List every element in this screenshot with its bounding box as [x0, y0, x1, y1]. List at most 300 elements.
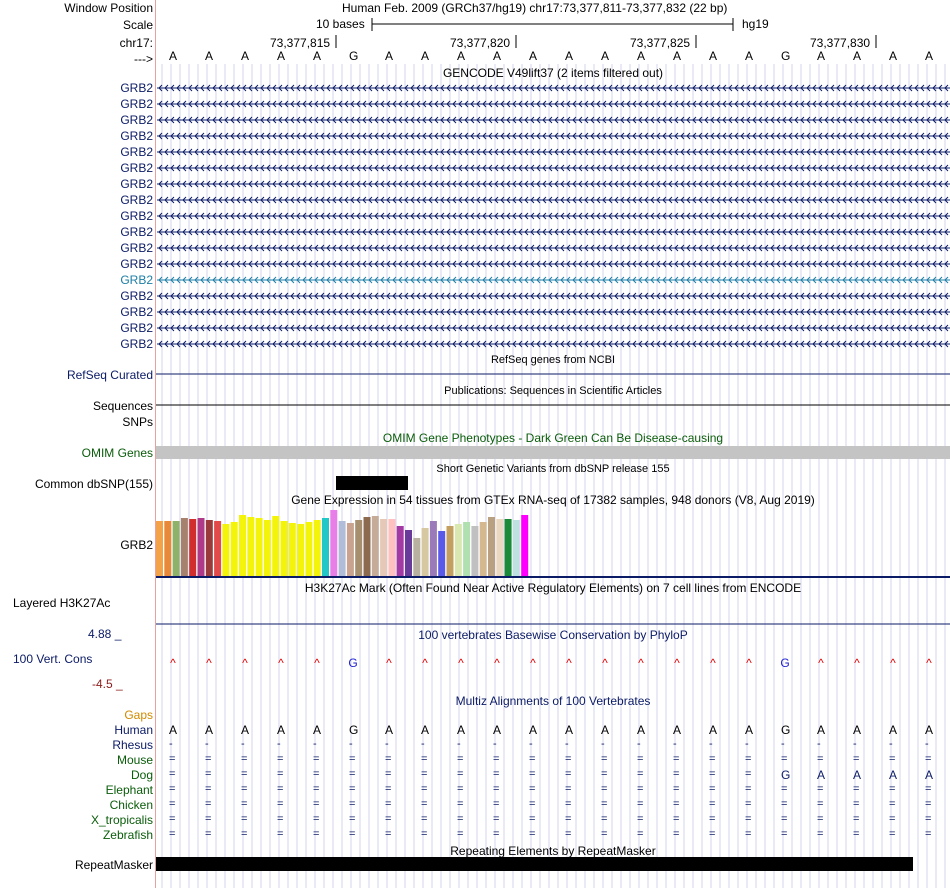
base-letter: A: [169, 49, 178, 63]
gtex-tissue-bar: [388, 519, 395, 576]
gtex-tissue-bar: [438, 531, 445, 576]
alignment-base: =: [637, 828, 644, 840]
alignment-base: A: [817, 768, 826, 782]
coord-label: 73,377,825: [630, 36, 691, 50]
alignment-base: =: [277, 828, 284, 840]
alignment-base: =: [349, 753, 356, 765]
phylop-title[interactable]: 100 vertebrates Basewise Conservation by PhyloP: [418, 628, 688, 642]
alignment-base: =: [925, 828, 932, 840]
gtex-title[interactable]: Gene Expression in 54 tissues from GTEx RNA-seq of 17382 samples, 948 donors (V8, Aug 2019): [291, 493, 815, 507]
omim-phenotype-bar: [156, 446, 950, 459]
phylop-min: -4.5 _: [92, 677, 123, 691]
gtex-tissue-bar: [297, 524, 304, 576]
gtex-tissue-bar: [422, 528, 429, 576]
gencode-transcript-label[interactable]: GRB2: [120, 273, 153, 287]
gtex-tissue-bar: [164, 521, 171, 576]
base-letter: G: [349, 49, 359, 63]
alignment-base: =: [205, 768, 212, 780]
scale-label: Scale: [122, 18, 153, 32]
alignment-base: =: [205, 783, 212, 795]
phylop-base-glyph: ^: [566, 656, 572, 670]
species-label[interactable]: Dog: [130, 768, 153, 782]
alignment-base: =: [817, 813, 824, 825]
alignment-base: =: [385, 768, 392, 780]
base-letter: G: [781, 49, 791, 63]
alignment-base: A: [673, 723, 682, 737]
alignment-base: =: [673, 783, 680, 795]
alignment-base: -: [205, 738, 209, 750]
gtex-tissue-bar: [339, 521, 346, 576]
base-letter: A: [601, 49, 610, 63]
alignment-base: A: [637, 723, 646, 737]
alignment-base: =: [889, 798, 896, 810]
alignment-base: =: [673, 828, 680, 840]
alignment-base: -: [745, 738, 749, 750]
gtex-tissue-bar: [330, 510, 337, 576]
gtex-tissue-bar: [314, 520, 321, 576]
gencode-transcript-label[interactable]: GRB2: [120, 321, 153, 335]
alignment-base: -: [457, 738, 461, 750]
alignment-base: =: [349, 813, 356, 825]
gtex-tissue-bar: [231, 522, 238, 576]
alignment-base: =: [817, 828, 824, 840]
phylop-base-glyph: ^: [746, 656, 752, 670]
alignment-base: =: [313, 783, 320, 795]
alignment-base: =: [169, 783, 176, 795]
alignment-base: =: [241, 813, 248, 825]
gtex-tissue-bar: [355, 520, 362, 576]
alignment-base: =: [205, 813, 212, 825]
alignment-base: =: [421, 768, 428, 780]
gencode-transcript-label[interactable]: GRB2: [120, 337, 153, 351]
alignment-base: =: [637, 768, 644, 780]
alignment-base: -: [601, 738, 605, 750]
base-letter: A: [925, 49, 934, 63]
alignment-base: =: [601, 753, 608, 765]
phylop-base-glyph: ^: [890, 656, 896, 670]
alignment-base: =: [709, 798, 716, 810]
alignment-base: =: [889, 783, 896, 795]
alignment-base: =: [421, 798, 428, 810]
alignment-base: =: [493, 783, 500, 795]
alignment-base: A: [313, 723, 322, 737]
alignment-base: =: [457, 828, 464, 840]
omim-title[interactable]: OMIM Gene Phenotypes - Dark Green Can Be Disease-causing: [382, 431, 724, 445]
alignment-base: =: [889, 828, 896, 840]
alignment-base: =: [529, 828, 536, 840]
alignment-base: A: [853, 768, 862, 782]
gtex-tissue-bar: [513, 520, 520, 576]
repeatmasker-block: [156, 857, 913, 871]
phylop-base-glyph: ^: [170, 656, 176, 670]
alignment-base: =: [637, 798, 644, 810]
scale-db: hg19: [742, 17, 769, 31]
alignment-base: =: [853, 798, 860, 810]
sequences-label[interactable]: Sequences: [92, 399, 153, 413]
base-letter: A: [205, 49, 214, 63]
gencode-transcript-label[interactable]: GRB2: [120, 305, 153, 319]
gencode-transcript-label[interactable]: GRB2: [120, 177, 153, 191]
alignment-base: =: [529, 783, 536, 795]
gtex-tissue-bar: [380, 519, 387, 576]
alignment-base: =: [601, 798, 608, 810]
gtex-tissue-bar: [496, 519, 503, 576]
chrom-label: chr17:: [119, 36, 153, 50]
coord-label: 73,377,815: [270, 36, 331, 50]
alignment-base: =: [637, 783, 644, 795]
repeatmasker-title[interactable]: Repeating Elements by RepeatMasker: [450, 844, 656, 858]
gtex-tissue-bar: [189, 519, 196, 576]
base-letter: A: [745, 49, 754, 63]
gaps-label[interactable]: Gaps: [124, 708, 153, 722]
alignment-base: =: [745, 813, 752, 825]
base-letter: A: [313, 49, 322, 63]
phylop-base-glyph: G: [348, 656, 358, 670]
coord-label: 73,377,820: [450, 36, 511, 50]
scale-text: 10 bases: [316, 17, 365, 31]
alignment-base: -: [313, 738, 317, 750]
alignment-base: =: [565, 783, 572, 795]
base-letter: A: [241, 49, 250, 63]
alignment-base: =: [421, 813, 428, 825]
alignment-base: A: [889, 723, 898, 737]
alignment-base: =: [349, 768, 356, 780]
alignment-base: =: [169, 753, 176, 765]
alignment-base: =: [277, 783, 284, 795]
base-letter: A: [817, 49, 826, 63]
alignment-base: =: [925, 798, 932, 810]
alignment-base: =: [781, 828, 788, 840]
alignment-base: =: [601, 783, 608, 795]
alignment-base: =: [169, 798, 176, 810]
phylop-base-glyph: ^: [422, 656, 428, 670]
alignment-base: =: [529, 753, 536, 765]
alignment-base: A: [601, 723, 610, 737]
alignment-base: =: [313, 768, 320, 780]
alignment-base: A: [817, 723, 826, 737]
gtex-tissue-bar: [505, 519, 512, 576]
alignment-base: -: [349, 738, 353, 750]
gtex-tissue-bar: [372, 516, 379, 576]
assembly-position-text: Human Feb. 2009 (GRCh37/hg19) chr17:73,377,811-73,377,832 (22 bp): [342, 1, 728, 15]
gtex-tissue-bar: [405, 530, 412, 576]
alignment-base: =: [565, 828, 572, 840]
gtex-tissue-bar: [447, 526, 454, 576]
alignment-base: A: [241, 723, 250, 737]
alignment-base: =: [529, 798, 536, 810]
gtex-tissue-bar: [455, 524, 462, 576]
alignment-base: =: [745, 753, 752, 765]
gtex-tissue-bar: [364, 517, 371, 576]
gtex-tissue-bar: [281, 521, 288, 576]
alignment-base: =: [205, 828, 212, 840]
alignment-base: =: [565, 753, 572, 765]
alignment-base: =: [169, 813, 176, 825]
base-letter: A: [385, 49, 394, 63]
gencode-transcript-label[interactable]: GRB2: [120, 225, 153, 239]
alignment-base: -: [817, 738, 821, 750]
window-position-label: Window Position: [64, 1, 153, 15]
alignment-base: =: [241, 768, 248, 780]
alignment-base: =: [889, 753, 896, 765]
gtex-tissue-bar: [471, 526, 478, 576]
alignment-base: =: [853, 813, 860, 825]
alignment-base: =: [709, 753, 716, 765]
alignment-base: =: [385, 783, 392, 795]
alignment-base: =: [385, 828, 392, 840]
layered-h3k27ac-label[interactable]: Layered H3K27Ac: [13, 596, 111, 610]
gencode-transcript-label[interactable]: GRB2: [120, 241, 153, 255]
phylop-base-glyph: ^: [242, 656, 248, 670]
omim-genes-label[interactable]: OMIM Genes: [81, 446, 153, 460]
alignment-base: -: [529, 738, 533, 750]
base-letter: A: [529, 49, 538, 63]
phylop-base-glyph: ^: [602, 656, 608, 670]
phylop-base-glyph: ^: [818, 656, 824, 670]
alignment-base: =: [817, 798, 824, 810]
alignment-base: =: [277, 753, 284, 765]
alignment-base: =: [745, 828, 752, 840]
alignment-base: =: [853, 828, 860, 840]
alignment-base: -: [853, 738, 857, 750]
refseq-curated-label[interactable]: RefSeq Curated: [66, 368, 153, 382]
alignment-base: =: [493, 813, 500, 825]
alignment-base: G: [781, 723, 791, 737]
alignment-base: =: [565, 813, 572, 825]
alignment-base: =: [565, 798, 572, 810]
gtex-tissue-bar: [305, 522, 312, 576]
alignment-base: =: [349, 798, 356, 810]
alignment-base: =: [457, 813, 464, 825]
alignment-base: A: [169, 723, 178, 737]
gencode-transcript-label[interactable]: GRB2: [120, 161, 153, 175]
alignment-base: =: [313, 813, 320, 825]
snps-label[interactable]: SNPs: [122, 415, 153, 429]
phylop-base-glyph: ^: [386, 656, 392, 670]
alignment-base: =: [853, 783, 860, 795]
phylop-base-glyph: ^: [638, 656, 644, 670]
base-letter: A: [421, 49, 430, 63]
alignment-base: =: [853, 753, 860, 765]
alignment-base: A: [529, 723, 538, 737]
alignment-base: =: [241, 798, 248, 810]
gencode-transcript-label[interactable]: GRB2: [120, 129, 153, 143]
alignment-base: =: [349, 783, 356, 795]
alignment-base: =: [781, 753, 788, 765]
species-label[interactable]: X_tropicalis: [90, 813, 153, 827]
base-letter: A: [673, 49, 682, 63]
alignment-base: =: [313, 828, 320, 840]
alignment-base: =: [817, 783, 824, 795]
common-dbsnp-label[interactable]: Common dbSNP(155): [34, 477, 153, 491]
h3k27ac-title[interactable]: H3K27Ac Mark (Often Found Near Active Regulatory Elements) on 7 cell lines from ENCODE: [304, 581, 802, 595]
alignment-base: =: [277, 768, 284, 780]
gtex-tissue-bar: [264, 520, 271, 576]
alignment-base: =: [925, 783, 932, 795]
alignment-base: -: [781, 738, 785, 750]
alignment-base: -: [889, 738, 893, 750]
alignment-base: =: [673, 768, 680, 780]
repeatmasker-label[interactable]: RepeatMasker: [74, 858, 153, 872]
alignment-base: G: [781, 768, 791, 782]
alignment-base: -: [385, 738, 389, 750]
base-letter: A: [493, 49, 502, 63]
alignment-base: =: [205, 798, 212, 810]
alignment-base: =: [709, 768, 716, 780]
alignment-base: A: [205, 723, 214, 737]
gencode-transcript-label[interactable]: GRB2: [120, 113, 153, 127]
alignment-base: =: [709, 813, 716, 825]
phylop-base-glyph: ^: [926, 656, 932, 670]
gtex-tissue-bar: [430, 521, 437, 576]
gencode-title[interactable]: GENCODE V49lift37 (2 items filtered out): [442, 66, 664, 80]
gencode-transcript-label[interactable]: GRB2: [120, 145, 153, 159]
alignment-base: =: [277, 798, 284, 810]
gencode-transcript-label[interactable]: GRB2: [120, 81, 153, 95]
alignment-base: -: [637, 738, 641, 750]
dbsnp-title[interactable]: Short Genetic Variants from dbSNP release 155: [436, 463, 670, 475]
alignment-base: =: [493, 798, 500, 810]
alignment-base: A: [493, 723, 502, 737]
alignment-base: A: [277, 723, 286, 737]
alignment-base: =: [637, 753, 644, 765]
gtex-tissue-bar: [156, 521, 163, 576]
alignment-base: =: [925, 753, 932, 765]
species-label[interactable]: Rhesus: [112, 738, 153, 752]
alignment-base: =: [349, 828, 356, 840]
alignment-base: =: [673, 798, 680, 810]
species-label[interactable]: Chicken: [109, 798, 153, 812]
gtex-tissue-bar: [480, 522, 487, 576]
alignment-base: =: [205, 753, 212, 765]
alignment-base: -: [565, 738, 569, 750]
gtex-tissue-bar: [239, 515, 246, 576]
gencode-transcript-label[interactable]: GRB2: [120, 289, 153, 303]
dbsnp-variant-block: [336, 476, 408, 490]
base-letter: A: [565, 49, 574, 63]
gencode-transcript-label[interactable]: GRB2: [120, 193, 153, 207]
gtex-tissue-bar: [347, 523, 354, 576]
alignment-base: =: [493, 753, 500, 765]
alignment-base: A: [421, 723, 430, 737]
base-letter: A: [889, 49, 898, 63]
multiz-title[interactable]: Multiz Alignments of 100 Vertebrates: [455, 694, 651, 708]
gtex-tissue-bar: [198, 518, 205, 576]
alignment-base: A: [925, 768, 934, 782]
alignment-base: =: [457, 798, 464, 810]
base-letter: A: [457, 49, 466, 63]
gencode-transcript-label[interactable]: GRB2: [120, 209, 153, 223]
base-letter: A: [709, 49, 718, 63]
alignment-base: =: [493, 768, 500, 780]
alignment-base: =: [745, 783, 752, 795]
alignment-base: =: [493, 828, 500, 840]
gtex-tissue-bar: [322, 518, 329, 576]
alignment-base: =: [313, 798, 320, 810]
gtex-tissue-bar: [289, 523, 296, 576]
base-letter: A: [277, 49, 286, 63]
alignment-base: =: [709, 783, 716, 795]
alignment-base: A: [745, 723, 754, 737]
alignment-base: A: [565, 723, 574, 737]
phylop-base-glyph: ^: [494, 656, 500, 670]
gtex-tissue-bar: [173, 521, 180, 576]
publications-title[interactable]: Publications: Sequences in Scientific Articles: [444, 385, 662, 397]
phylop-base-glyph: ^: [278, 656, 284, 670]
alignment-base: =: [673, 813, 680, 825]
species-label[interactable]: Mouse: [116, 753, 153, 767]
phylop-base-glyph: ^: [314, 656, 320, 670]
gtex-tissue-bar: [397, 526, 404, 576]
alignment-base: =: [781, 798, 788, 810]
alignment-base: =: [601, 768, 608, 780]
phylop-base-glyph: ^: [710, 656, 716, 670]
phylop-max: 4.88 _: [88, 627, 122, 641]
gtex-tissue-bar: [181, 518, 188, 576]
alignment-base: =: [925, 813, 932, 825]
alignment-base: =: [421, 783, 428, 795]
gtex-tissue-bar: [521, 515, 528, 576]
gtex-tissue-bar: [272, 516, 279, 576]
alignment-base: =: [385, 753, 392, 765]
alignment-base: =: [457, 768, 464, 780]
alignment-base: =: [817, 753, 824, 765]
alignment-base: -: [277, 738, 281, 750]
alignment-base: A: [709, 723, 718, 737]
alignment-base: =: [457, 783, 464, 795]
alignment-base: =: [313, 753, 320, 765]
alignment-base: =: [421, 828, 428, 840]
alignment-base: =: [529, 813, 536, 825]
alignment-base: =: [601, 828, 608, 840]
refseq-title[interactable]: RefSeq genes from NCBI: [490, 354, 616, 366]
alignment-base: =: [673, 753, 680, 765]
species-label[interactable]: Human: [114, 723, 153, 737]
alignment-base: =: [421, 753, 428, 765]
alignment-base: -: [925, 738, 929, 750]
species-label[interactable]: Elephant: [105, 783, 153, 797]
alignment-base: =: [781, 813, 788, 825]
gtex-gene-label[interactable]: GRB2: [120, 538, 153, 552]
species-label[interactable]: Zebrafish: [102, 828, 153, 842]
alignment-base: =: [169, 828, 176, 840]
alignment-base: -: [709, 738, 713, 750]
alignment-base: A: [853, 723, 862, 737]
alignment-base: -: [241, 738, 245, 750]
alignment-base: A: [889, 768, 898, 782]
alignment-base: -: [421, 738, 425, 750]
alignment-base: A: [925, 723, 934, 737]
alignment-base: =: [457, 753, 464, 765]
alignment-base: =: [565, 768, 572, 780]
alignment-base: =: [529, 768, 536, 780]
gtex-tissue-bar: [488, 517, 495, 576]
phylop-base-glyph: G: [780, 656, 790, 670]
phylop-base-glyph: ^: [530, 656, 536, 670]
vert-cons-label[interactable]: 100 Vert. Cons: [13, 652, 93, 666]
gtex-tissue-bar: [214, 521, 221, 576]
gencode-transcript-label[interactable]: GRB2: [120, 257, 153, 271]
phylop-base-glyph: ^: [674, 656, 680, 670]
gtex-tissue-bar: [206, 520, 213, 576]
alignment-base: =: [241, 783, 248, 795]
alignment-base: =: [745, 768, 752, 780]
alignment-base: A: [385, 723, 394, 737]
base-letter: A: [853, 49, 862, 63]
phylop-base-glyph: ^: [458, 656, 464, 670]
gencode-transcript-label[interactable]: GRB2: [120, 97, 153, 111]
alignment-base: =: [601, 813, 608, 825]
